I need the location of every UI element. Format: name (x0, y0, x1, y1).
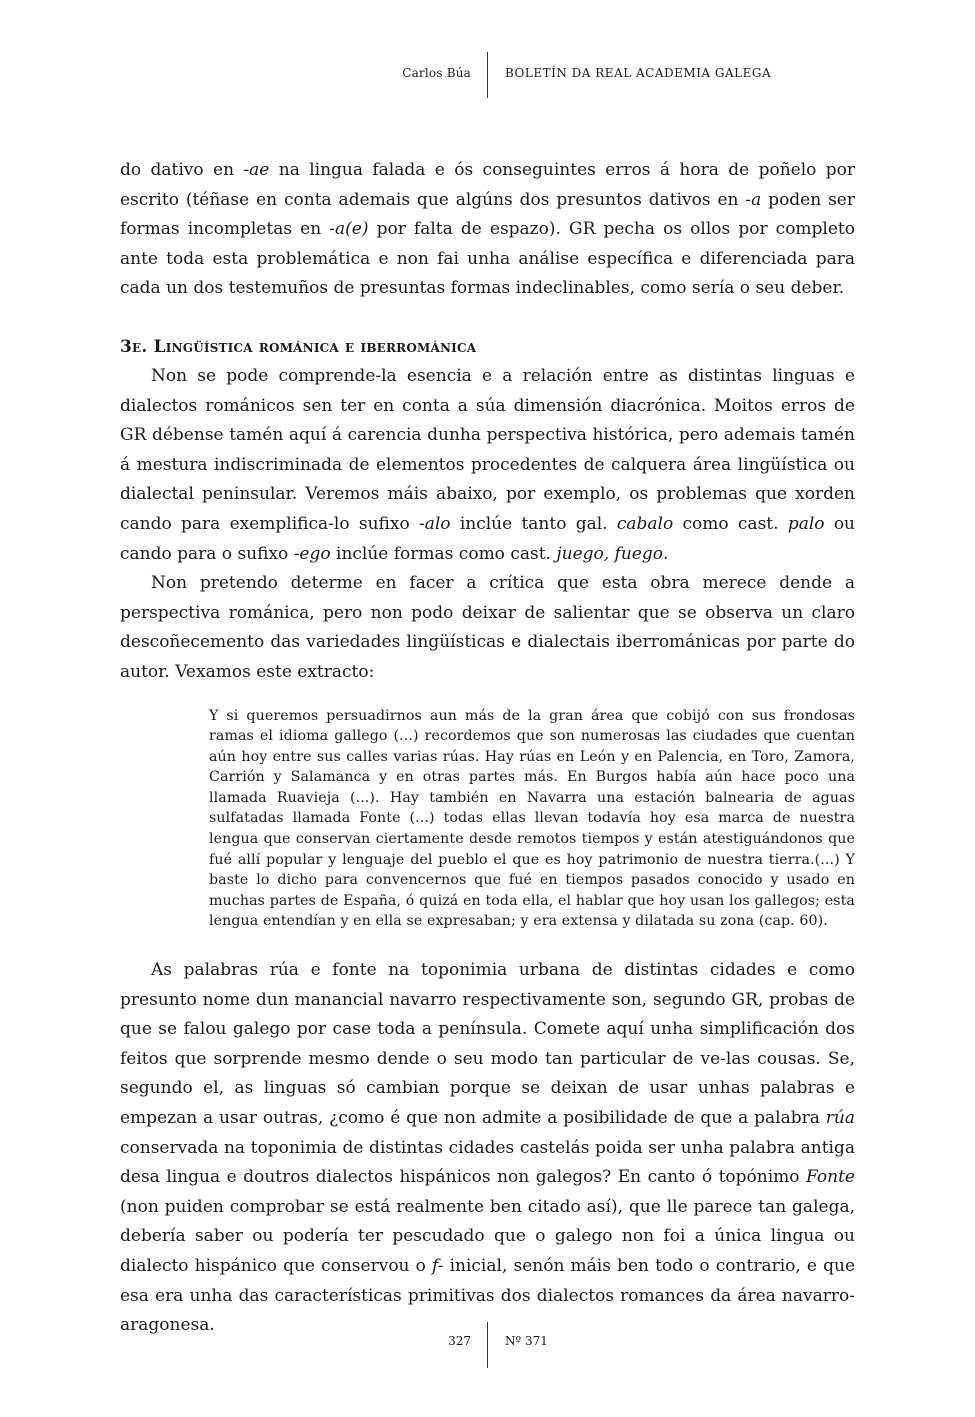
footer-divider (487, 1322, 488, 1368)
issue-number: Nº 371 (505, 1334, 548, 1348)
paragraph-critique-intro: Non pretendo determe en facer a crítica que esta obra merece dende a perspectiva románica, pero non podo deixar de salientar que se observa un claro descoñecemento das variedades lingüísticas e dialectais iberrománicas por parte do autor. Vexamos este extracto: (120, 573, 855, 682)
page-footer (0, 1322, 975, 1368)
paragraph-toponymy: As palabras rúa e fonte na toponimia urbana de distintas cidades e como presunto nome dun manancial navarro respectivamente son, segundo GR, probas de que se falou galego por case toda a península. Comete aquí unha simplificación dos feitos que sorprende mesmo dende o seu modo tan particular de ve-las cousas. Se, segundo el, as linguas só cambian porque se deixan de usar unhas palabras e empezan a usar outras, ¿como é que non admite a posibilidade de que a palabra rúa conservada na toponimia de distintas cidades castelás poida ser unha palabra antiga desa lingua e doutros dialectos hispánicos non galegos? En canto ó topónimo Fonte (non puiden comprobar se está realmente ben citado así), que lle parece tan galega, debería saber ou podería ter pescudado que o galego non foi a única lingua ou dialecto hispánico que conservou o f- inicial, senón máis ben todo o contrario, e que esa era unha das características primitivas dos dialectos romances da área navarro-aragonesa. (120, 960, 855, 1336)
section-heading: 3e. Lingüística románica e iberrománica (120, 336, 477, 357)
article-body (120, 156, 855, 1341)
running-header (0, 52, 975, 98)
page-number: 327 (448, 1334, 471, 1348)
header-author: Carlos Búa (402, 66, 471, 80)
header-journal-title: BOLETÍN DA REAL ACADEMIA GALEGA (505, 66, 772, 80)
paragraph-continuation: do dativo en -ae na lingua falada e ós conseguintes erros á hora de poñelo por escrito (téñase en conta ademais que algúns dos presuntos dativos en -a poden ser formas incompletas en -a(e) por falta de espazo). GR pecha os ollos por completo ante toda esta problemática e non fai unha análise específica e diferenciada para cada un dos testemuños de presuntas formas indeclinables, como sería o seu deber. (120, 160, 856, 299)
paragraph-romance-linguistics: Non se pode comprende-la esencia e a relación entre as distintas linguas e dialectos románicos sen ter en conta a súa dimensión diacrónica. Moitos erros de GR débense tamén aquí á carencia dunha perspectiva histórica, pero ademais tamén á mestura indiscriminada de elementos procedentes de calquera área lingüística ou dialectal peninsular. Veremos máis abaixo, por exemplo, os problemas que xorden cando para exemplifica-lo sufixo -alo inclúe tanto gal. cabalo como cast. palo ou cando para o sufixo -ego inclúe formas como cast. juego, fuego. (120, 365, 855, 564)
block-quote-extract: Y si queremos persuadirnos aun más de la gran área que cobijó con sus frondosas ramas el idioma gallego (...) recordemos que son numerosas las ciudades que cuentan aún hoy entre sus calles varias rúas. Hay rúas en León y en Palencia, en Toro, Zamora, Carrión y Salamanca y en otras partes más. En Burgos había aún hace poco una llamada Ruavieja (...). Hay también en Navarra una estación balnearia de aguas sulfatadas llamada Fonte (...) todas ellas llevan todavía hoy esa marca de nuestra lengua que conservan ciertamente desde remotos tiempos y están atestiguándonos que fué allí popular y lenguaje del pueblo el que es hoy patrimonio de nuestra tierra.(...) Y baste lo dicho para convencernos que fué en tiempos pasados conocido y usado en muchas partes de España, ó quizá en toda ella, el hablar que hoy usan los gallegos; esta lengua entendían y en ella se expresaban; y era extensa y dilatada su zona (cap. 60). (209, 707, 855, 930)
header-divider (487, 52, 488, 98)
